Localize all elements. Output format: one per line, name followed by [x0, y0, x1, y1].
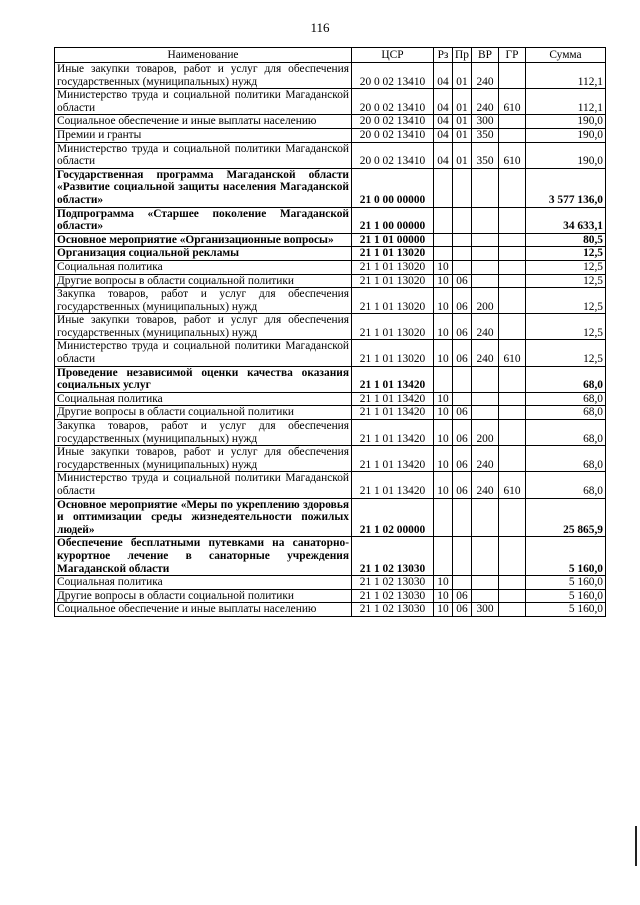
cell-csr: 20 0 02 13410 [352, 63, 434, 89]
cell-sum: 5 160,0 [526, 537, 606, 576]
cell-pr [453, 392, 472, 406]
cell-name: Социальная политика [55, 392, 352, 406]
cell-rz: 10 [434, 420, 453, 446]
table-row [55, 233, 606, 247]
cell-pr: 06 [453, 314, 472, 340]
table-row [55, 128, 606, 142]
cell-rz: 10 [434, 260, 453, 274]
cell-pr [453, 260, 472, 274]
cell-pr: 06 [453, 472, 472, 498]
cell-sum: 190,0 [526, 128, 606, 142]
cell-rz: 04 [434, 89, 453, 115]
cell-vr: 300 [472, 603, 499, 617]
cell-gr [499, 233, 526, 247]
cell-sum: 12,5 [526, 247, 606, 261]
cell-gr: 610 [499, 472, 526, 498]
cell-gr [499, 576, 526, 590]
table-row [55, 142, 606, 168]
cell-gr [499, 366, 526, 392]
cell-sum: 112,1 [526, 63, 606, 89]
table-row [55, 247, 606, 261]
cell-vr [472, 247, 499, 261]
cell-rz: 10 [434, 472, 453, 498]
cell-pr: 06 [453, 274, 472, 288]
table-row [55, 63, 606, 89]
cell-gr [499, 115, 526, 129]
cell-rz: 10 [434, 589, 453, 603]
cell-csr: 21 1 01 13420 [352, 472, 434, 498]
cell-vr [472, 406, 499, 420]
cell-rz [434, 207, 453, 233]
cell-gr [499, 406, 526, 420]
table-row [55, 406, 606, 420]
cell-gr [499, 288, 526, 314]
table-row [55, 314, 606, 340]
cell-sum: 3 577 136,0 [526, 168, 606, 207]
column-header-rz: Рз [434, 48, 453, 63]
cell-pr: 01 [453, 89, 472, 115]
cell-vr [472, 498, 499, 537]
cell-name: Подпрограмма «Старшее поколение Магаданской области» [55, 207, 352, 233]
cell-name: Закупка товаров, работ и услуг для обеспечения государственных (муниципальных) нужд [55, 420, 352, 446]
cell-csr: 21 1 01 13420 [352, 420, 434, 446]
cell-sum: 80,5 [526, 233, 606, 247]
cell-csr: 21 1 01 13020 [352, 260, 434, 274]
cell-vr [472, 537, 499, 576]
cell-rz [434, 537, 453, 576]
cell-sum: 68,0 [526, 446, 606, 472]
cell-csr: 21 1 01 13020 [352, 340, 434, 366]
table-row [55, 537, 606, 576]
cell-rz: 10 [434, 603, 453, 617]
cell-gr [499, 446, 526, 472]
table-row [55, 288, 606, 314]
cell-name: Основное мероприятие «Организационные вопросы» [55, 233, 352, 247]
table-row [55, 576, 606, 590]
cell-gr [499, 537, 526, 576]
cell-name: Социальное обеспечение и иные выплаты населению [55, 115, 352, 129]
cell-name: Социальная политика [55, 576, 352, 590]
table-row [55, 168, 606, 207]
cell-gr [499, 128, 526, 142]
cell-csr: 21 1 02 13030 [352, 576, 434, 590]
cell-sum: 5 160,0 [526, 589, 606, 603]
cell-sum: 12,5 [526, 288, 606, 314]
cell-pr: 06 [453, 603, 472, 617]
column-header-pr: Пр [453, 48, 472, 63]
cell-gr [499, 207, 526, 233]
cell-csr: 21 1 01 13420 [352, 392, 434, 406]
cell-csr: 21 1 01 13020 [352, 247, 434, 261]
cell-rz: 10 [434, 274, 453, 288]
cell-sum: 68,0 [526, 472, 606, 498]
cell-pr: 01 [453, 142, 472, 168]
cell-vr [472, 392, 499, 406]
cell-vr: 240 [472, 314, 499, 340]
table-row [55, 366, 606, 392]
cell-vr: 200 [472, 288, 499, 314]
cell-pr [453, 537, 472, 576]
cell-gr [499, 274, 526, 288]
cell-sum: 25 865,9 [526, 498, 606, 537]
cell-gr [499, 603, 526, 617]
cell-rz: 10 [434, 314, 453, 340]
cell-vr: 240 [472, 446, 499, 472]
cell-gr [499, 420, 526, 446]
cell-pr [453, 366, 472, 392]
cell-csr: 21 1 00 00000 [352, 207, 434, 233]
cell-name: Обеспечение бесплатными путевками на санаторно-курортное лечение в санаторные учреждения Магаданской области [55, 537, 352, 576]
cell-pr [453, 498, 472, 537]
cell-gr [499, 589, 526, 603]
cell-gr [499, 498, 526, 537]
budget-table [54, 47, 606, 617]
cell-gr [499, 168, 526, 207]
cell-rz [434, 366, 453, 392]
cell-csr: 20 0 02 13410 [352, 89, 434, 115]
cell-vr: 240 [472, 89, 499, 115]
cell-rz: 10 [434, 406, 453, 420]
cell-csr: 21 1 02 00000 [352, 498, 434, 537]
cell-name: Социальная политика [55, 260, 352, 274]
cell-name: Основное мероприятие «Меры по укреплению здоровья и оптимизации среды жизнедеятельности пожилых людей» [55, 498, 352, 537]
table-row [55, 420, 606, 446]
cell-pr: 06 [453, 589, 472, 603]
cell-pr: 01 [453, 63, 472, 89]
cell-csr: 21 1 01 00000 [352, 233, 434, 247]
cell-sum: 68,0 [526, 406, 606, 420]
cell-csr: 21 1 01 13420 [352, 446, 434, 472]
cell-gr [499, 392, 526, 406]
table-header-row [55, 48, 606, 63]
cell-sum: 5 160,0 [526, 603, 606, 617]
cell-csr: 21 1 01 13020 [352, 288, 434, 314]
cell-rz: 04 [434, 128, 453, 142]
cell-vr [472, 274, 499, 288]
cell-rz: 10 [434, 392, 453, 406]
cell-name: Другие вопросы в области социальной политики [55, 589, 352, 603]
cell-pr [453, 233, 472, 247]
cell-pr: 06 [453, 446, 472, 472]
page-number: 116 [310, 20, 330, 35]
cell-csr: 21 1 01 13020 [352, 274, 434, 288]
table-row [55, 446, 606, 472]
column-header-gr: ГР [499, 48, 526, 63]
cell-csr: 21 1 01 13420 [352, 406, 434, 420]
table-row [55, 498, 606, 537]
cell-sum: 5 160,0 [526, 576, 606, 590]
cell-csr: 20 0 02 13410 [352, 142, 434, 168]
cell-name: Министерство труда и социальной политики Магаданской области [55, 142, 352, 168]
cell-rz [434, 247, 453, 261]
scan-edge-mark [635, 826, 637, 866]
table-row [55, 472, 606, 498]
cell-pr: 01 [453, 128, 472, 142]
column-header-csr: ЦСР [352, 48, 434, 63]
cell-vr: 240 [472, 340, 499, 366]
cell-gr [499, 314, 526, 340]
cell-rz: 04 [434, 115, 453, 129]
cell-rz: 10 [434, 288, 453, 314]
cell-name: Организация социальной рекламы [55, 247, 352, 261]
table-row [55, 260, 606, 274]
table-row [55, 207, 606, 233]
cell-name: Иные закупки товаров, работ и услуг для обеспечения государственных (муниципальных) нужд [55, 446, 352, 472]
cell-pr: 06 [453, 288, 472, 314]
cell-gr [499, 260, 526, 274]
cell-sum: 12,5 [526, 314, 606, 340]
cell-pr [453, 247, 472, 261]
cell-sum: 34 633,1 [526, 207, 606, 233]
cell-sum: 190,0 [526, 142, 606, 168]
cell-vr: 350 [472, 128, 499, 142]
cell-csr: 21 1 02 13030 [352, 603, 434, 617]
cell-vr: 350 [472, 142, 499, 168]
cell-sum: 68,0 [526, 420, 606, 446]
cell-name: Социальное обеспечение и иные выплаты населению [55, 603, 352, 617]
cell-csr: 21 0 00 00000 [352, 168, 434, 207]
cell-name: Иные закупки товаров, работ и услуг для обеспечения государственных (муниципальных) нужд [55, 63, 352, 89]
cell-vr: 240 [472, 472, 499, 498]
cell-rz: 10 [434, 340, 453, 366]
cell-vr: 300 [472, 115, 499, 129]
cell-csr: 21 1 02 13030 [352, 589, 434, 603]
cell-pr: 06 [453, 406, 472, 420]
cell-name: Министерство труда и социальной политики Магаданской области [55, 340, 352, 366]
cell-rz [434, 233, 453, 247]
cell-rz: 10 [434, 446, 453, 472]
cell-gr: 610 [499, 142, 526, 168]
cell-gr: 610 [499, 340, 526, 366]
cell-name: Премии и гранты [55, 128, 352, 142]
cell-name: Государственная программа Магаданской области «Развитие социальной защиты населения Магаданской области» [55, 168, 352, 207]
cell-vr [472, 233, 499, 247]
table-row [55, 89, 606, 115]
cell-csr: 21 1 01 13020 [352, 314, 434, 340]
cell-gr [499, 63, 526, 89]
cell-name: Закупка товаров, работ и услуг для обеспечения государственных (муниципальных) нужд [55, 288, 352, 314]
cell-rz: 04 [434, 142, 453, 168]
table-row [55, 392, 606, 406]
cell-name: Министерство труда и социальной политики Магаданской области [55, 472, 352, 498]
table-row [55, 589, 606, 603]
cell-vr: 200 [472, 420, 499, 446]
cell-pr [453, 576, 472, 590]
cell-rz: 04 [434, 63, 453, 89]
cell-gr: 610 [499, 89, 526, 115]
cell-gr [499, 247, 526, 261]
cell-pr [453, 207, 472, 233]
table-row [55, 340, 606, 366]
cell-rz: 10 [434, 576, 453, 590]
cell-sum: 12,5 [526, 260, 606, 274]
cell-csr: 20 0 02 13410 [352, 115, 434, 129]
cell-vr [472, 366, 499, 392]
table-row [55, 274, 606, 288]
column-header-vr: ВР [472, 48, 499, 63]
column-header-sum: Сумма [526, 48, 606, 63]
cell-name: Другие вопросы в области социальной политики [55, 406, 352, 420]
cell-name: Министерство труда и социальной политики Магаданской области [55, 89, 352, 115]
cell-sum: 190,0 [526, 115, 606, 129]
cell-csr: 21 1 01 13420 [352, 366, 434, 392]
cell-csr: 21 1 02 13030 [352, 537, 434, 576]
cell-pr: 06 [453, 420, 472, 446]
cell-name: Другие вопросы в области социальной политики [55, 274, 352, 288]
cell-vr [472, 260, 499, 274]
cell-pr: 01 [453, 115, 472, 129]
cell-rz [434, 498, 453, 537]
cell-rz [434, 168, 453, 207]
cell-sum: 112,1 [526, 89, 606, 115]
cell-sum: 12,5 [526, 340, 606, 366]
cell-csr: 20 0 02 13410 [352, 128, 434, 142]
cell-sum: 12,5 [526, 274, 606, 288]
cell-vr [472, 168, 499, 207]
cell-name: Проведение независимой оценки качества оказания социальных услуг [55, 366, 352, 392]
column-header-name: Наименование [55, 48, 352, 63]
cell-sum: 68,0 [526, 366, 606, 392]
cell-name: Иные закупки товаров, работ и услуг для обеспечения государственных (муниципальных) нужд [55, 314, 352, 340]
cell-sum: 68,0 [526, 392, 606, 406]
cell-pr: 06 [453, 340, 472, 366]
cell-vr [472, 207, 499, 233]
table-row [55, 115, 606, 129]
cell-vr: 240 [472, 63, 499, 89]
table-row [55, 603, 606, 617]
cell-pr [453, 168, 472, 207]
cell-vr [472, 589, 499, 603]
cell-vr [472, 576, 499, 590]
